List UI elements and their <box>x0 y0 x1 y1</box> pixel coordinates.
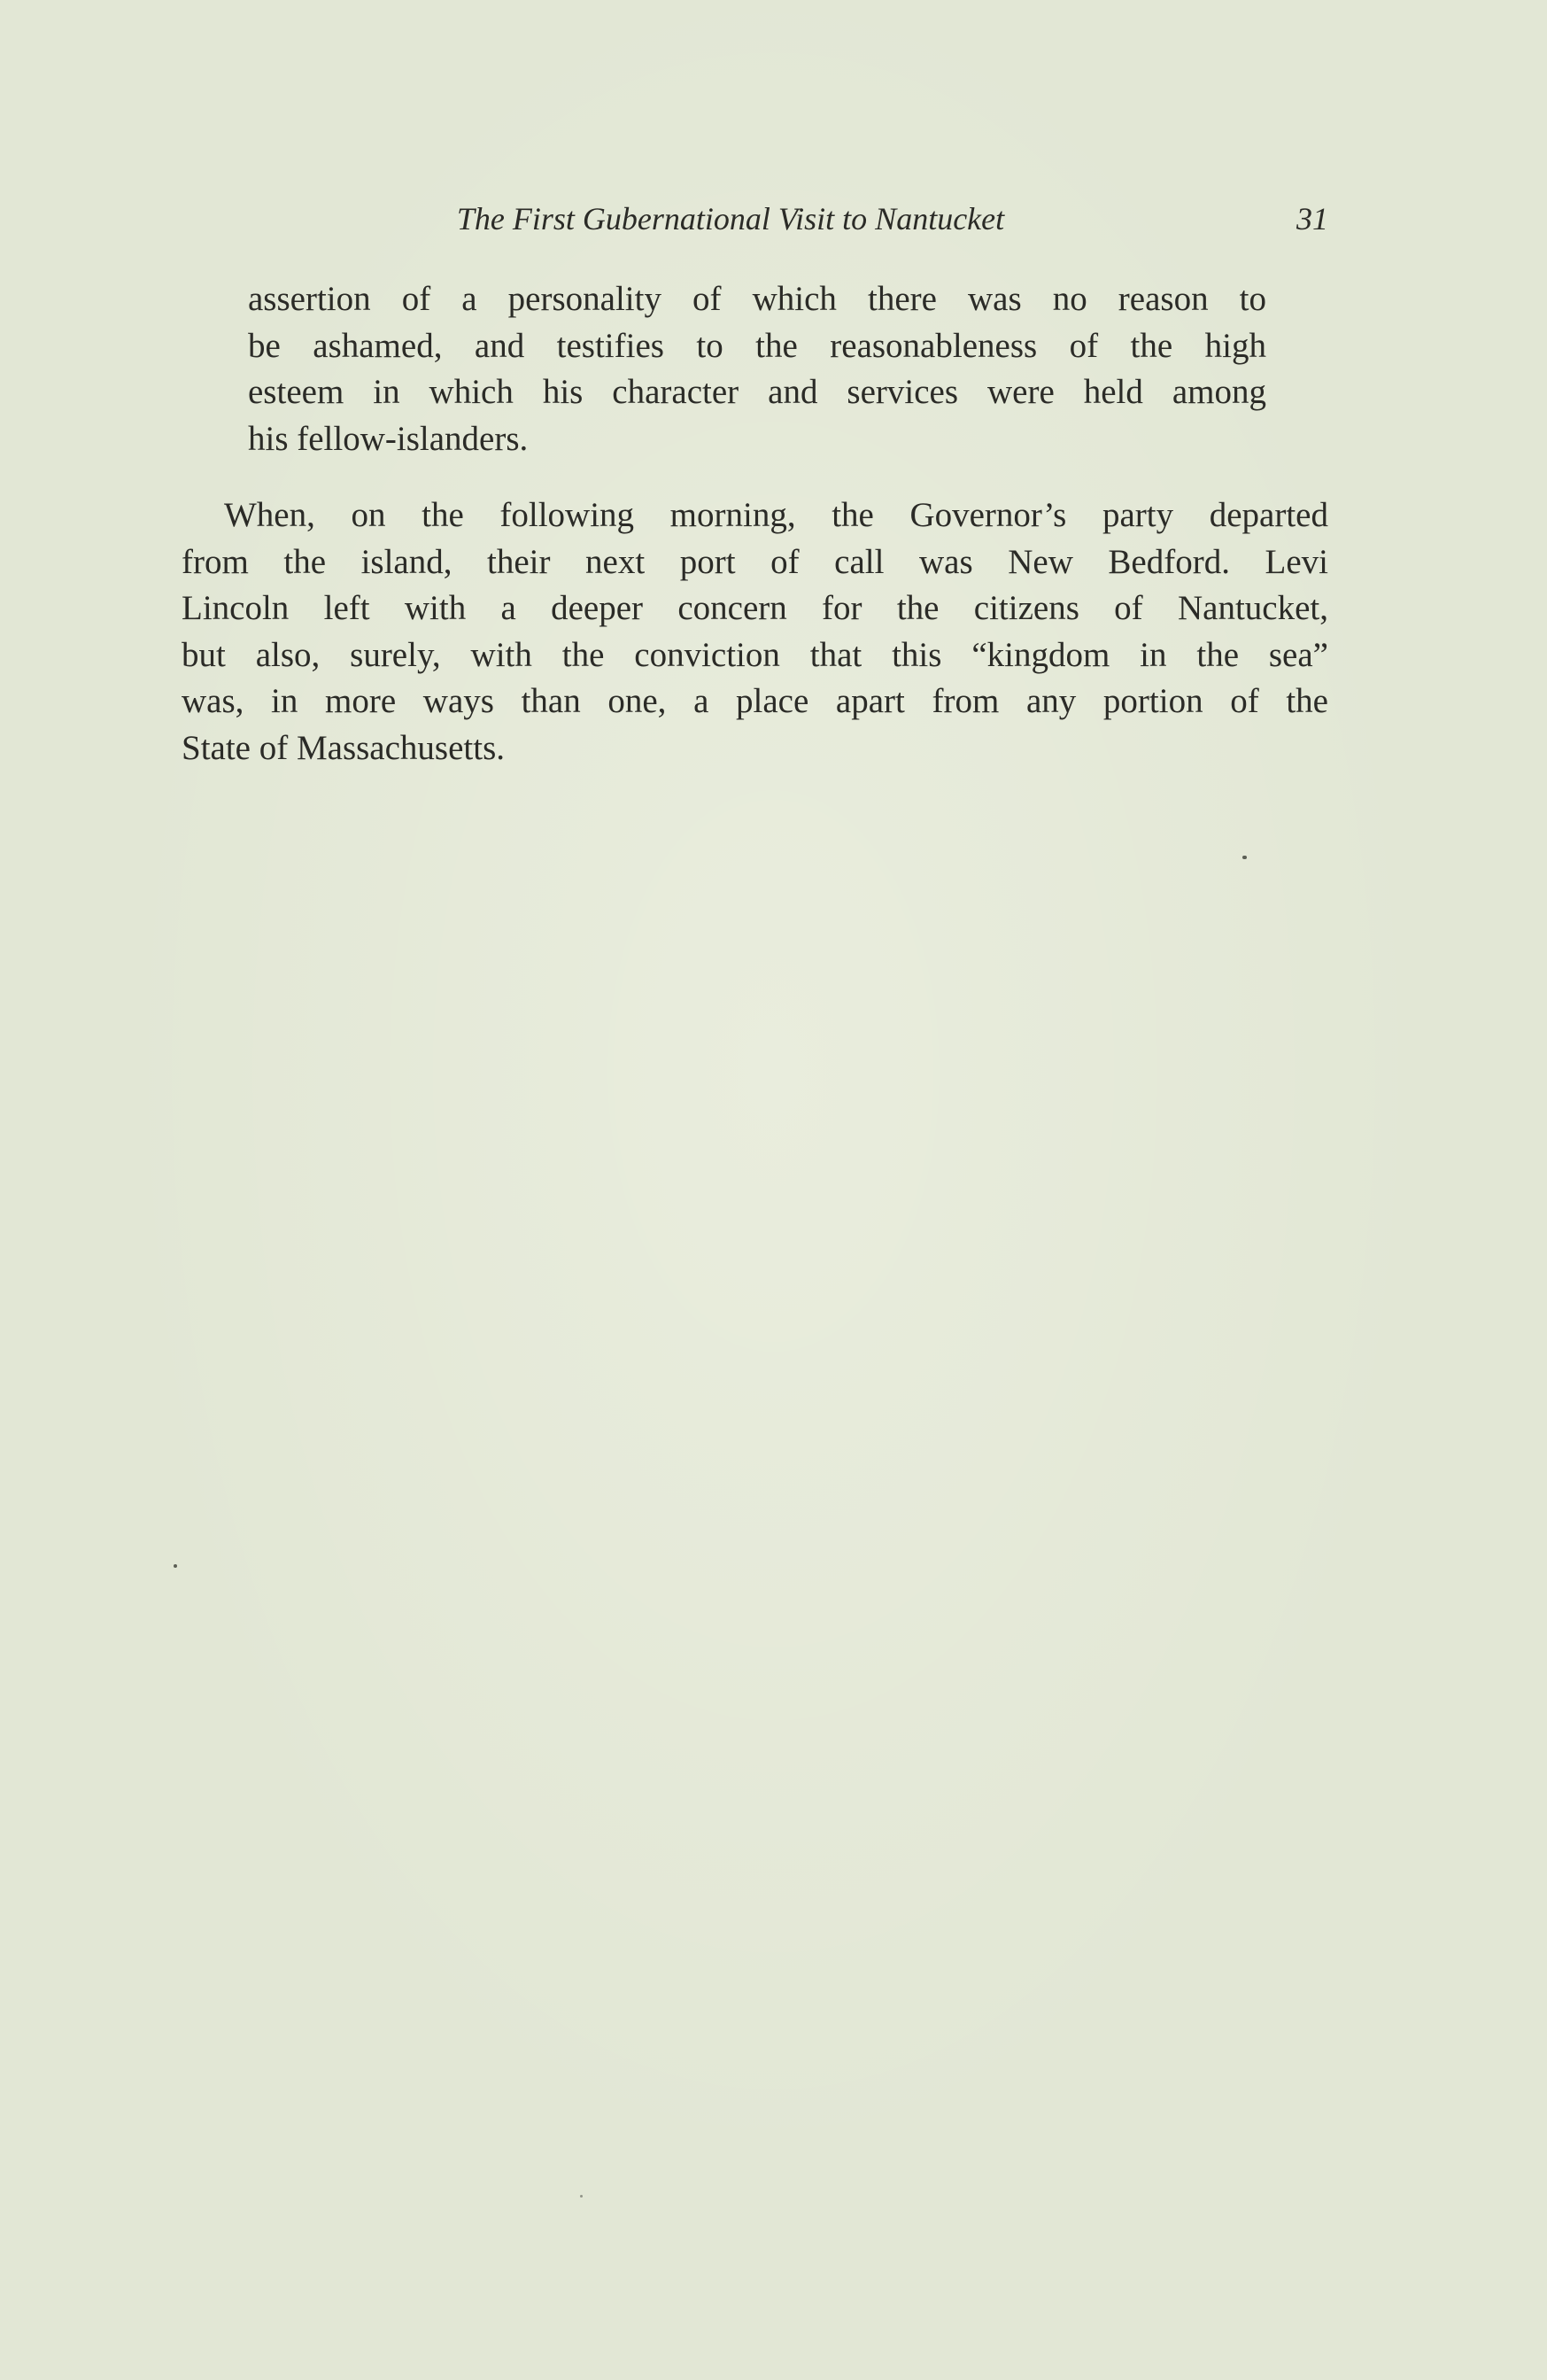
block-quote-line: be ashamed, and testifies to the reasonableness of the high <box>248 326 1266 365</box>
body-line: State of Massachusetts. <box>182 728 506 767</box>
body-paragraph <box>182 492 1328 772</box>
running-head <box>182 197 1328 241</box>
body-line: Lincoln left with a deeper concern for the citizens of Nantucket, <box>182 589 1328 628</box>
block-quote-line: assertion of a personality of which there was no reason to <box>248 280 1266 318</box>
block-quote <box>248 276 1266 462</box>
paper-speck <box>580 2195 583 2198</box>
block-quote-line: his fellow-islanders. <box>248 419 529 458</box>
body-line: was, in more ways than one, a place apart from any portion of the <box>182 682 1328 721</box>
block-quote-line: esteem in which his character and services were held among <box>248 373 1266 411</box>
page-number: 31 <box>1296 201 1328 236</box>
body-line: When, on the following morning, the Governor’s party departed <box>224 496 1328 534</box>
body-line: but also, surely, with the conviction that this “kingdom in the sea” <box>182 635 1328 674</box>
running-head-title: The First Gubernational Visit to Nantucket <box>456 201 1005 236</box>
paper-speck <box>174 1564 177 1568</box>
paper-speck <box>1242 856 1247 859</box>
body-line: from the island, their next port of call was New Bedford. Levi <box>182 542 1328 581</box>
